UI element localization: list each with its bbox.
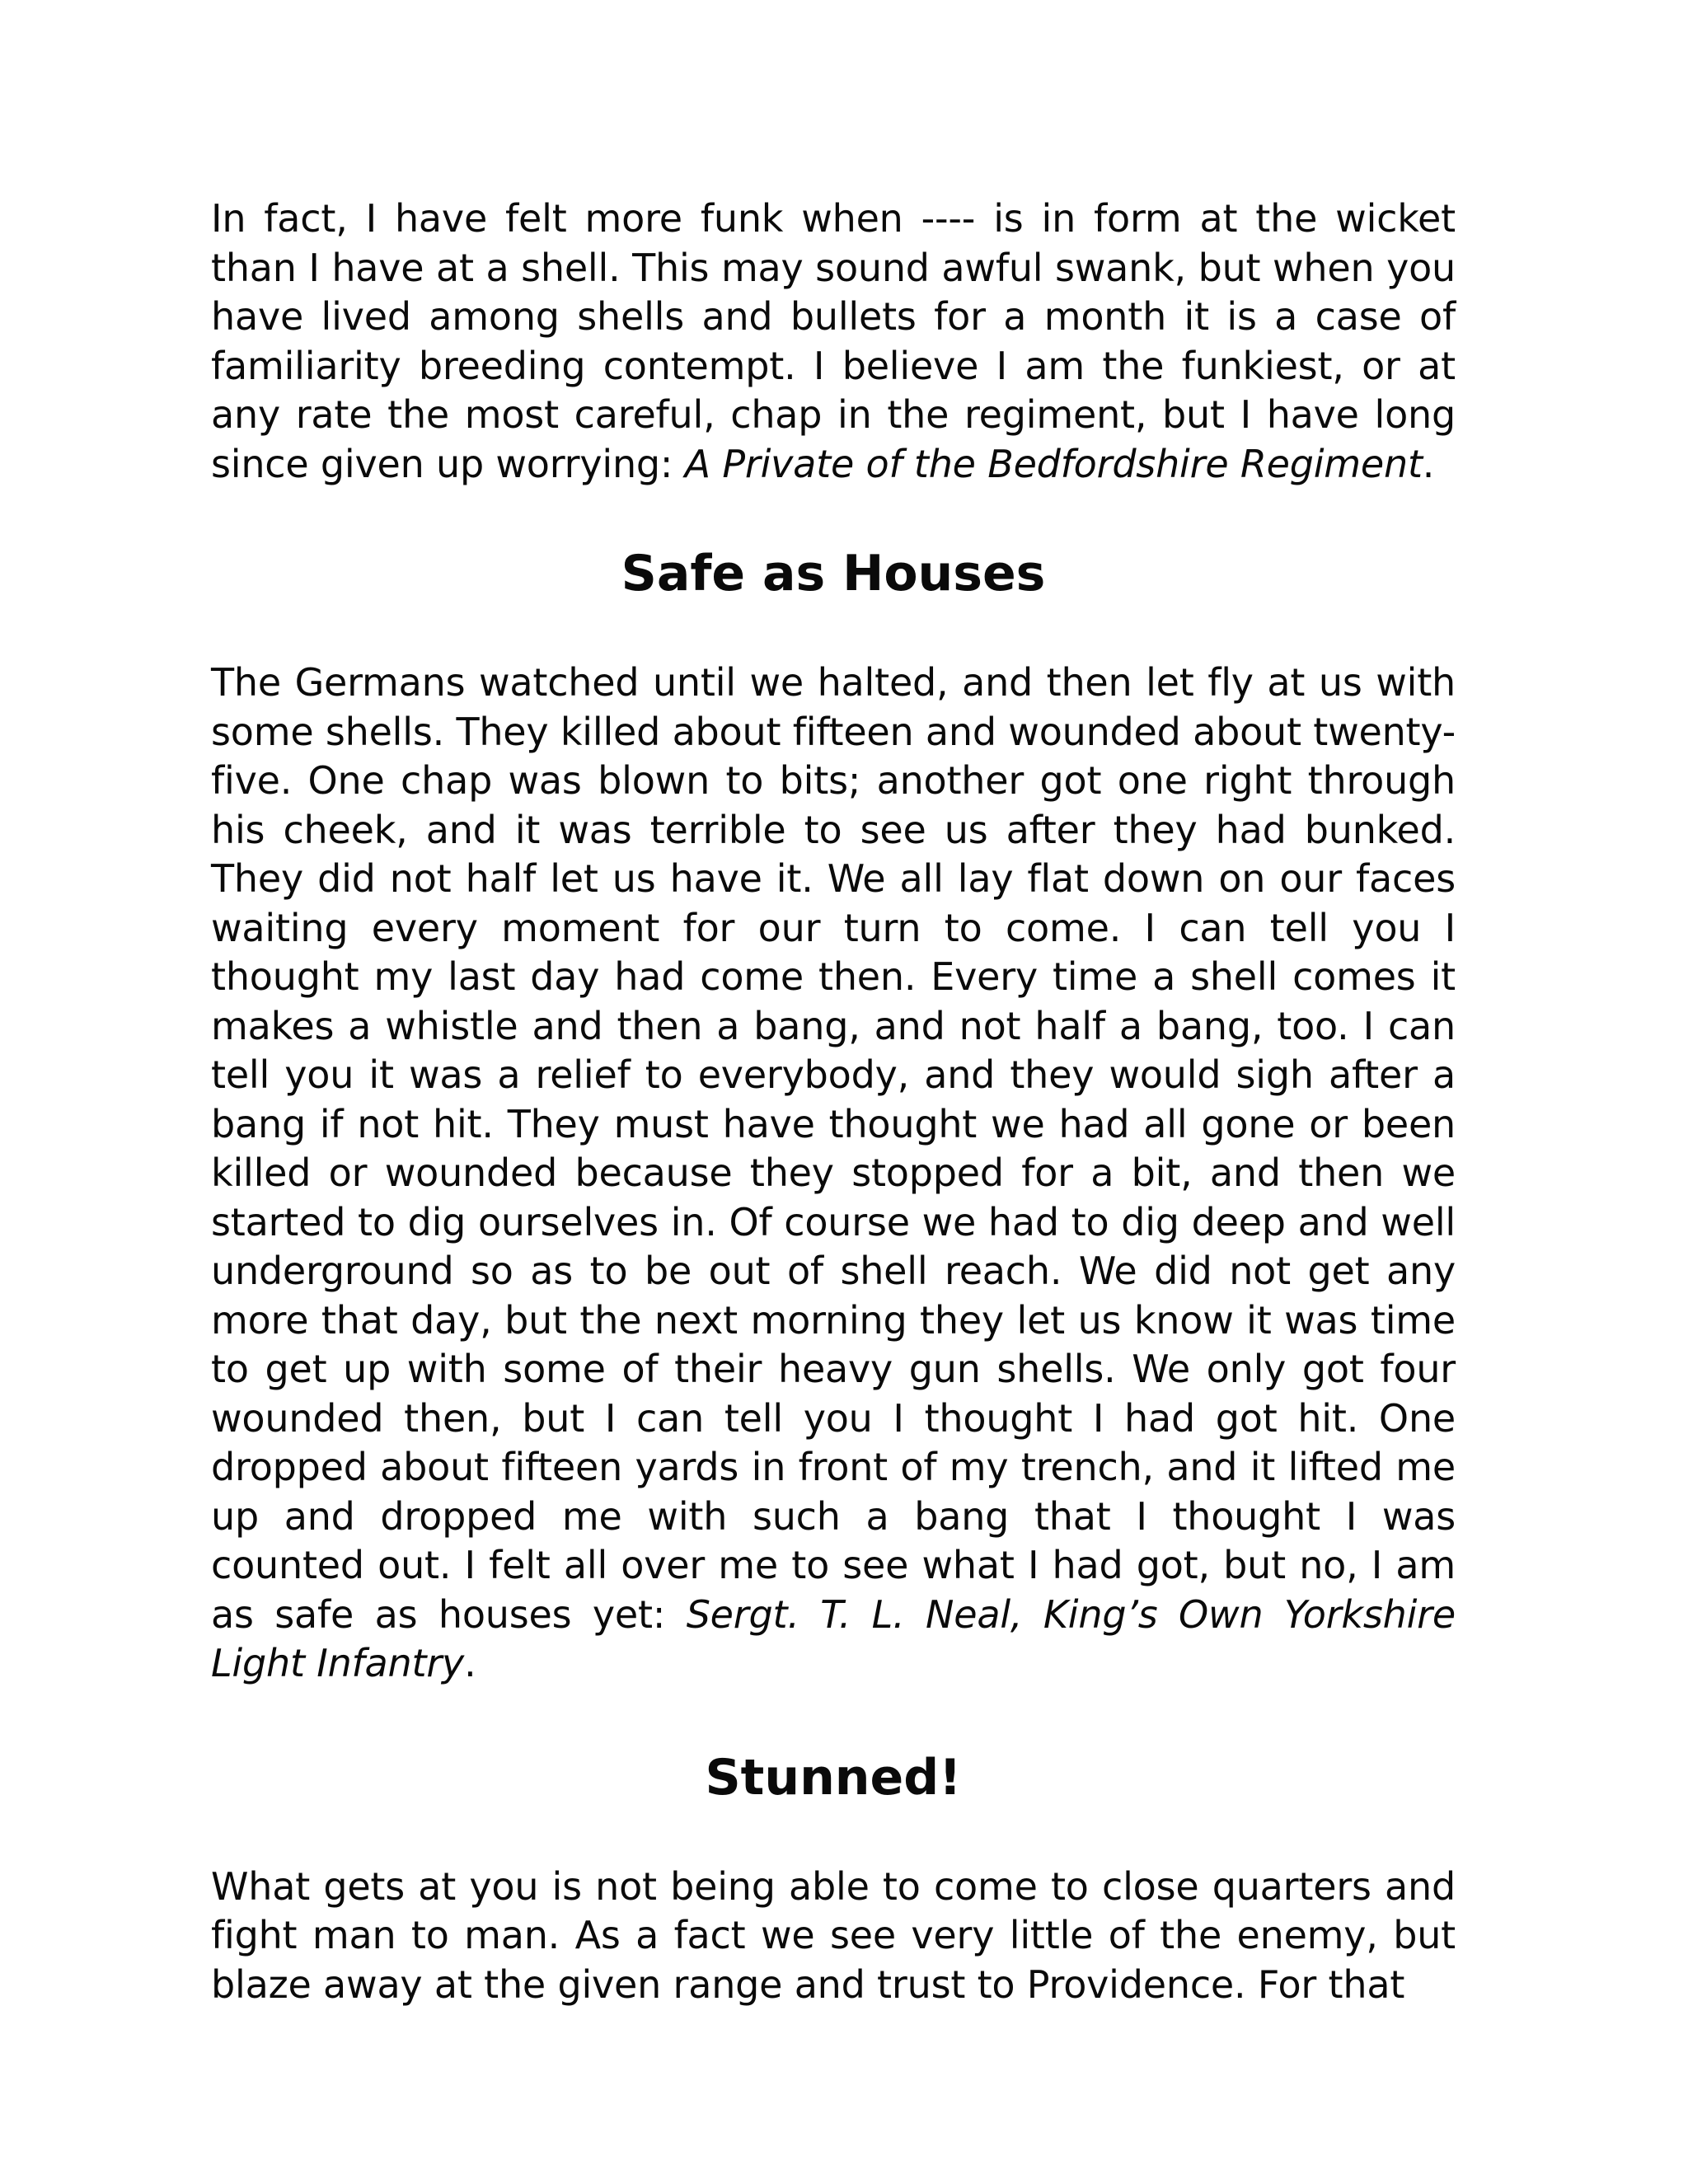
attribution: Sergt. T. L. Neal, King’s Own Yorkshire Light Infantry: [211, 1591, 1456, 1685]
paragraph-funk: [211, 194, 1456, 489]
section-heading-stunned: Stunned!: [705, 1748, 962, 1807]
paragraph-end: .: [464, 1641, 476, 1685]
paragraph-text: What gets at you is not being able to come to close quarters and fight man to man. As a fact we see very little of the enemy, but blaze away at the given range and trust to Providence. For that: [211, 1863, 1456, 2007]
section-heading-safe-as-houses: Safe as Houses: [621, 545, 1046, 602]
paragraph-stunned: [211, 1863, 1456, 2010]
paragraph-safe-as-houses: [211, 658, 1456, 1689]
attribution: A Private of the Bedfordshire Regiment: [684, 441, 1423, 486]
paragraph-end: .: [1422, 441, 1435, 486]
document-page: [211, 194, 1456, 2009]
paragraph-text: The Germans watched until we halted, and then let fly at us with some shells. They killed about fifteen and wounded about twenty-five. One chap was blown to bits; another got one right through his cheek, and it was terrible to see us after they had bunked. They did not half let us have it. We all lay flat down on our faces waiting every moment for our turn to come. I can tell you I thought my last day had come then. Every time a shell comes it makes a whistle and then a bang, and not half a bang, too. I can tell you it was a relief to everybody, and they would sigh after a bang if not hit. They must have thought we had all gone or been killed or wounded because they stopped for a bit, and then we started to dig ourselves in. Of course we had to dig deep and well underground so as to be out of shell reach. We did not get any more that day, but the next morning they let us know it was time to get up with some of their heavy gun shells. We only got four wounded then, but I can tell you I thought I had got hit. One dropped about fifteen yards in front of my trench, and it lifted me up and dropped me with such a bang that I thought I was counted out. I felt all over me to see what I had got, but no, I am as safe as houses yet:: [211, 660, 1456, 1637]
paragraph-text: In fact, I have felt more funk when ---- is in form at the wicket than I have at a shell. This may sound awful swank, but when you have lived among shells and bullets for a month it is a case of familiarity breeding contempt. I believe I am the funkiest, or at any rate the most careful, chap in the regiment, but I have long since given up worrying:: [211, 196, 1456, 486]
